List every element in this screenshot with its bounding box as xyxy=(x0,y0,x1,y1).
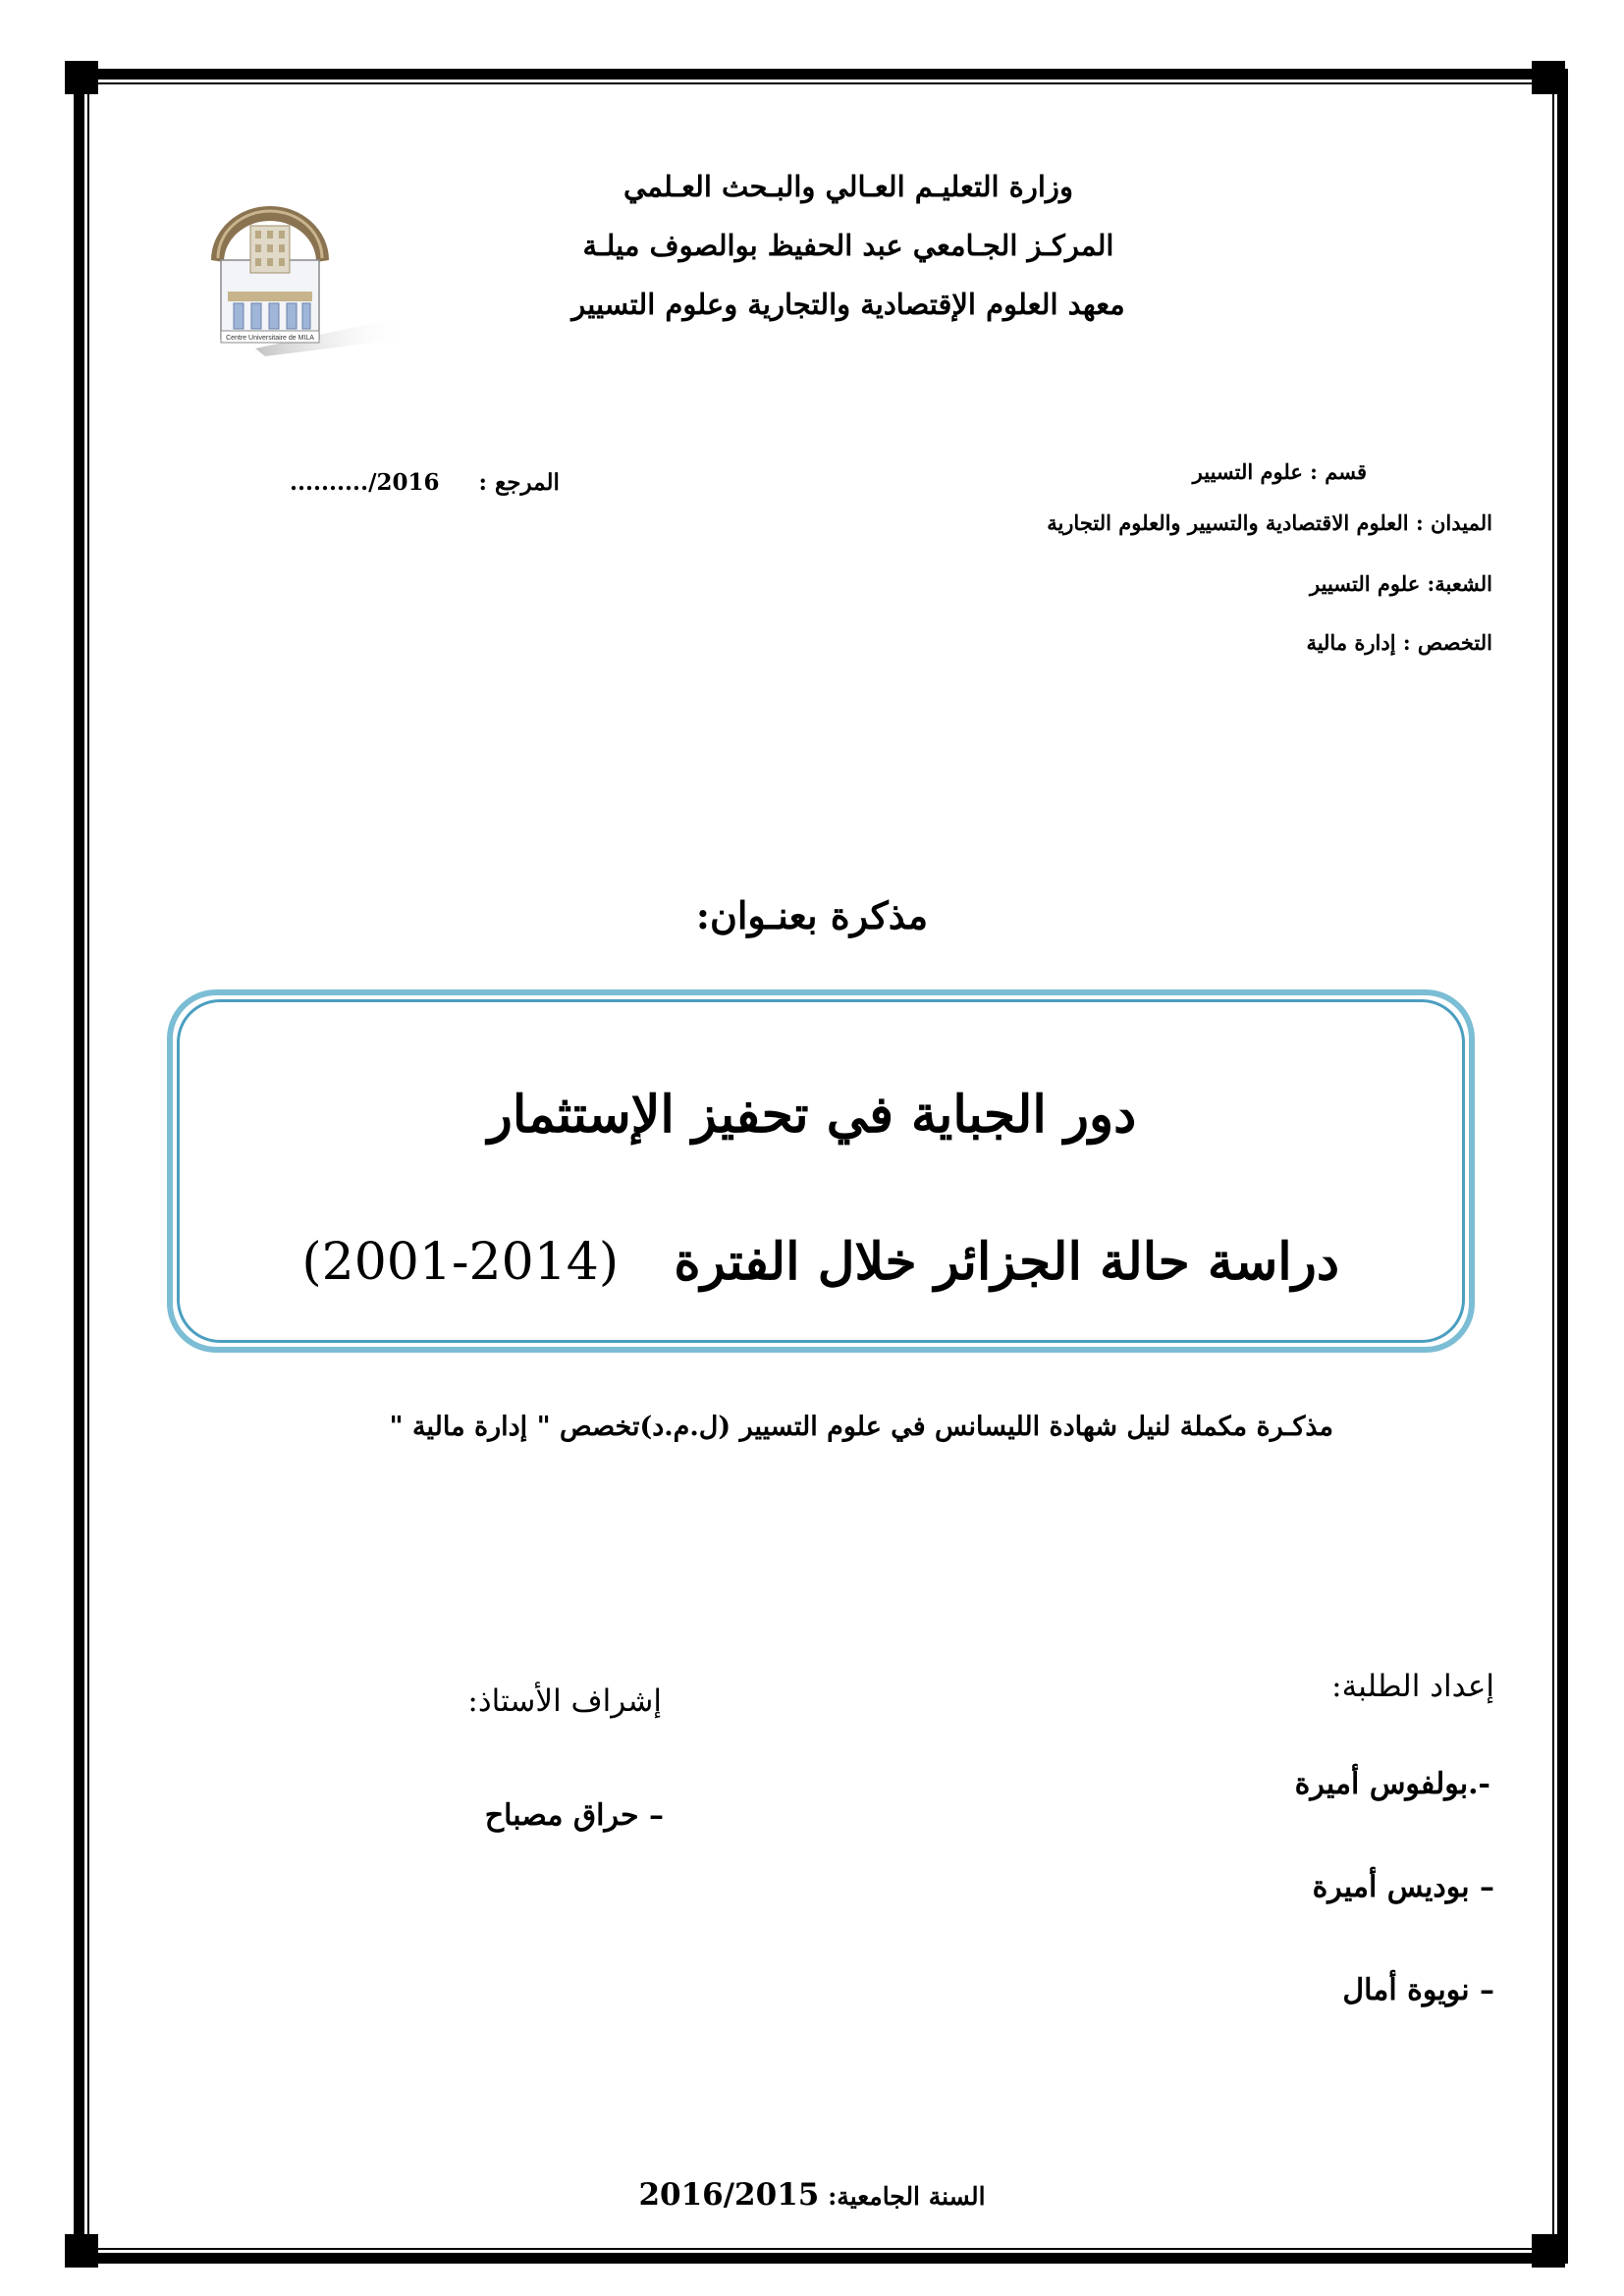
ministry-name: وزارة التعليـم العـالي والبـحث العـلمي xyxy=(623,170,1073,203)
memo-label: مذكرة بعنـوان: xyxy=(695,893,929,937)
frame-corner-bottom-left xyxy=(65,2234,98,2268)
institute-name: معهد العلوم الإقتصادية والتجارية وعلوم التسيير xyxy=(571,288,1125,321)
reference-field xyxy=(290,469,560,496)
supervisor-name: – حراق مصباح xyxy=(484,1798,664,1833)
academic-year-label: السنة الجامعية: xyxy=(828,2182,986,2211)
university-logo xyxy=(196,201,412,358)
reference-label: المرجع : xyxy=(478,469,560,496)
student-name-3: – نويوة أمال xyxy=(1342,1973,1494,2007)
academic-year xyxy=(0,2177,1624,2213)
reference-value: ........../2016 xyxy=(290,469,440,496)
frame-corner-bottom-right xyxy=(1532,2234,1565,2268)
academic-year-value: 2016/2015 xyxy=(638,2177,820,2213)
thesis-period: (2001-2014) xyxy=(301,1233,620,1292)
branch-line: الشعبة: علوم التسيير xyxy=(1310,571,1492,596)
university-center-name: المركـز الجـامعي عبد الحفيظ بوالصوف ميلـة xyxy=(582,229,1114,262)
specialty-line: التخصص : إدارة مالية xyxy=(1306,630,1492,655)
students-heading: إعداد الطلبة: xyxy=(1331,1669,1494,1704)
frame-corner-top-left xyxy=(65,61,98,94)
logo-caption: Centre Universitaire de MILA xyxy=(226,335,314,342)
supervisor-heading: إشراف الأستاذ: xyxy=(467,1683,662,1719)
student-name-2: – بوديس أميرة xyxy=(1312,1870,1494,1904)
thesis-title: دور الجباية في تحفيز الإستثمار xyxy=(487,1085,1137,1145)
degree-description: مذكـرة مكملة لنيل شهادة الليسانس في علوم التسيير (ل.م.د)تخصص " إدارة مالية " xyxy=(389,1412,1333,1442)
frame-corner-top-right xyxy=(1532,61,1565,94)
thesis-subtitle xyxy=(301,1232,1339,1292)
thesis-case-study: دراسة حالة الجزائر خلال الفترة xyxy=(674,1232,1339,1292)
institution-header xyxy=(465,157,1231,334)
field-line: الميدان : العلوم الاقتصادية والتسيير والعلوم التجارية xyxy=(1047,510,1492,535)
department-line: قسم : علوم التسيير xyxy=(1192,459,1367,484)
student-name-1: -.بولفوس أميرة xyxy=(1294,1767,1490,1801)
